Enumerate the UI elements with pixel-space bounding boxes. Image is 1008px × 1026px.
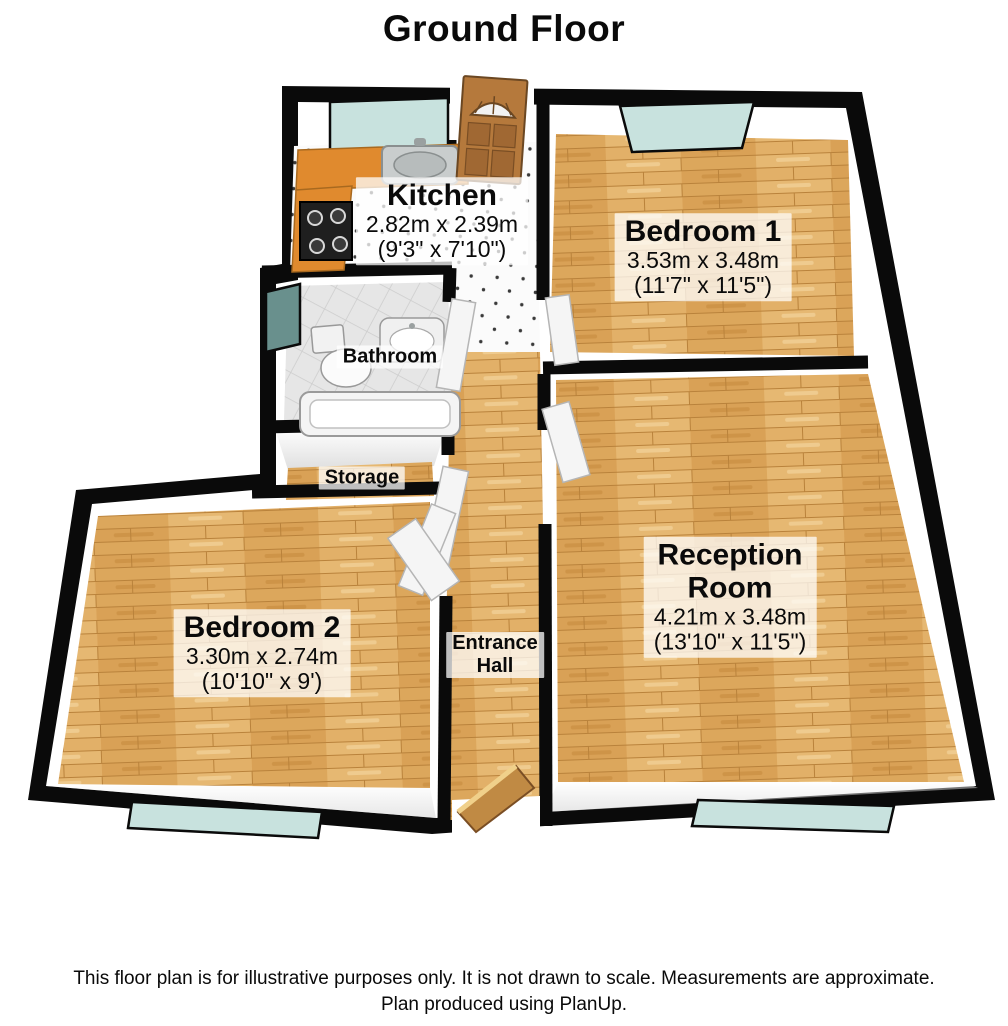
reception-label: [644, 537, 817, 658]
entrance-hall-label: [446, 632, 544, 678]
kitchen-label: [356, 177, 528, 265]
disclaimer-line1: This floor plan is for illustrative purposes only. It is not drawn to scale. Measurements are approximate.: [73, 968, 935, 989]
room-metric-size: 4.21m x 3.48m: [653, 603, 807, 630]
page-title: Ground Floor: [382, 8, 626, 49]
room-name-line1: Reception: [657, 538, 803, 572]
bedroom1-window: [620, 102, 754, 152]
room-name-line2: Hall: [476, 655, 514, 677]
basin-tap: [409, 323, 415, 329]
disclaimer: [0, 966, 1008, 1017]
storage-label: [319, 467, 405, 490]
room-name-line2: Room: [687, 571, 773, 605]
bathtub-inner: [310, 400, 450, 428]
room-name: Kitchen: [386, 179, 498, 213]
room-imperial-size: (9'3" x 7'10"): [377, 236, 507, 263]
room-imperial-size: (11'7" x 11'5"): [633, 272, 773, 299]
room-metric-size: 3.30m x 2.74m: [185, 643, 339, 670]
bedroom2-label: [174, 609, 351, 697]
bathroom-label: [337, 346, 443, 369]
room-imperial-size: (10'10" x 9'): [201, 668, 323, 695]
room-metric-size: 2.82m x 2.39m: [365, 211, 519, 238]
bedroom1-label: [615, 213, 792, 301]
room-imperial-size: (13'10" x 11'5"): [653, 629, 807, 655]
kitchen-stove: [300, 202, 352, 260]
room-name: Bedroom 2: [183, 611, 341, 645]
bathroom-window: [266, 284, 300, 352]
disclaimer-line2: Plan produced using PlanUp.: [380, 993, 628, 1015]
room-name-line1: Entrance: [452, 632, 538, 654]
room-name: Bathroom: [342, 345, 438, 368]
room-metric-size: 3.53m x 3.48m: [626, 247, 780, 274]
front-door: [456, 76, 527, 184]
room-name: Storage: [324, 466, 400, 489]
kitchen-sink-basin: [394, 152, 446, 178]
room-name: Bedroom 1: [624, 215, 782, 249]
reception-window: [692, 800, 894, 832]
kitchen-tap: [414, 138, 426, 146]
